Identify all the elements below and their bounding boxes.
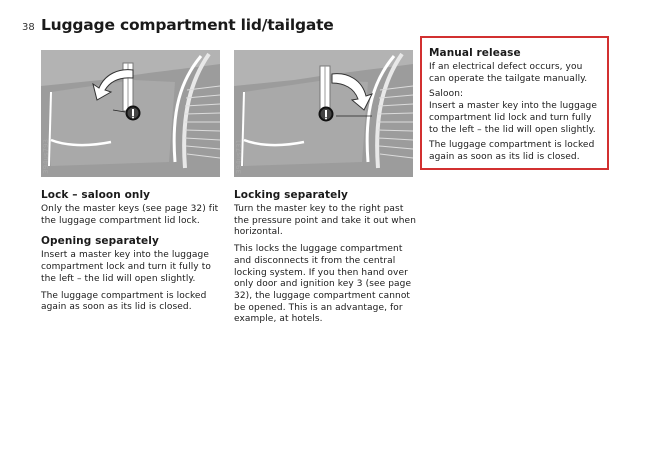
figure-code: 394us731	[235, 139, 243, 174]
heading-locking-separately: Locking separately	[234, 189, 348, 201]
figure-code: 394us793	[42, 139, 50, 174]
lock-saloon-text: Only the master keys (see page 32) fit the luggage compartment lid lock.	[41, 204, 219, 226]
heading-manual-release: Manual release	[429, 47, 521, 59]
figure-lock-turn-right	[234, 50, 413, 177]
manual-release-text-3: The luggage compartment is locked again as soon as its lid is closed.	[429, 140, 595, 162]
heading-lock-saloon-only: Lock – saloon only	[41, 189, 151, 201]
opening-separately-text-1: Insert a master key into the luggage compartment lock and turn it fully to the left – the lid will open slightly.	[41, 250, 211, 284]
column-middle	[234, 189, 420, 331]
heading-opening-separately: Opening separately	[41, 235, 159, 248]
illustration-lock-left	[41, 50, 220, 177]
page-number: 38	[22, 22, 35, 33]
manual-release-text-1: If an electrical defect occurs, you can operate the tailgate manually.	[429, 62, 588, 84]
locking-separately-text-2: This locks the luggage compartment and disconnects it from the central locking system. If you then hand over only door and ignition key 3 (see page 32), the luggage compartment cannot be opened. This is an advantage, for example, at hotels.	[234, 244, 412, 325]
figure-lock-turn-left	[41, 50, 220, 177]
locking-separately-text-1: Turn the master key to the right past the pressure point and take it out when horizontal.	[234, 204, 417, 238]
manual-release-box	[420, 36, 609, 170]
opening-separately-text-2: The luggage compartment is locked again as soon as its lid is closed.	[41, 290, 207, 313]
page-title: Luggage compartment lid/tailgate	[41, 16, 334, 34]
illustration-lock-right	[234, 50, 413, 177]
column-left	[41, 189, 227, 319]
saloon-label: Saloon:	[429, 89, 464, 100]
manual-release-text-2: Insert a master key into the luggage compartment lid lock and turn fully to the left – the lid will open slightly.	[429, 101, 597, 135]
